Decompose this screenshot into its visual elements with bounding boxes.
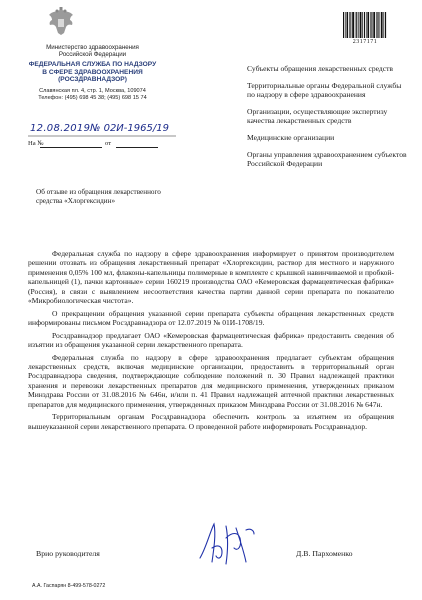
recipient: Организации, осуществляющие экспертизу качества лекарственных средств <box>247 106 388 126</box>
agency-address: Славянская пл. 4, стр. 1, Москва, 109074 Телефон: (495) 698 45 38; (495) 698 15 74 <box>38 88 147 101</box>
signatory-name: Д.В. Пархоменко <box>296 549 353 558</box>
letter-subject: Об отзыве из обращения лекарственного средства «Хлоргексидин» <box>36 188 161 205</box>
recipients-block <box>247 64 407 176</box>
body-paragraph: Территориальным органам Росздравнадзора обеспечить контроль за изъятием из обращения вышеуказанной серии лекарственного препарата. О проведенной работе информировать Росздравнадзор. <box>28 412 394 431</box>
body-paragraph: Федеральная служба по надзору в сфере здравоохранения предлагает субъектам обращения лекарственных средств, включая медицинские организации, предоставить в территориальный орган Росздравнадзора сведения, подтверждающие соблюдение положений п. 30 Правил надлежащей практики хранения и перевозки лекарственных препаратов для медицинского применения, утвержденных приказом Минздрава России от 31.08.2016 № 646н, и/или п. 41 Правил надлежащей аптечной практики лекарственных препаратов для медицинского применения, утвержденных приказом Минздрава России от 31.08.2016 № 647н. <box>28 352 394 409</box>
recipient: Медицинские организации <box>247 132 335 142</box>
barcode <box>343 12 387 38</box>
reference-number-line <box>40 147 102 148</box>
registration-number: № 02И-1965/19 <box>90 123 169 134</box>
reference-date-line <box>116 147 158 148</box>
handwritten-signature-icon <box>192 518 262 568</box>
body-paragraph: О прекращении обращения указанной серии препарата субъекты обращения лекарственных средств информированы письмом Росздравнадзора от 12.07.2019 № 01И-1708/19. <box>28 308 394 328</box>
body-paragraph: Федеральная служба по надзору в сфере здравоохранения информирует о принятом производителем решении отозвать из обращения лекарственный препарат «Хлоргексидин, раствор для местного и наружного применения 0,05% 100 мл, флаконы-капельницы полимерные в комплекте с крышкой навинчиваемой и пробкой-капельницей (1), пачки картонные» серии 160219 производства ОАО «Кемеровская фармацевтическая фабрика» (Россия), в связи с выявлением несоответствия качества партии данной серии препарата по показателю «Микробиологическая чистота». <box>28 249 394 306</box>
registration-date: 12.08.2019 <box>30 123 91 134</box>
barcode-number: 2317171 <box>352 39 378 45</box>
executor-contact: А.А. Гаспарян 8-499-578-0272 <box>32 583 106 589</box>
recipient: Территориальные органы Федеральной службы по надзору в сфере здравоохранения <box>247 80 402 100</box>
reference-date-label: от <box>105 140 112 147</box>
letter-body <box>28 249 394 434</box>
signatory-title: Врио руководителя <box>36 549 100 558</box>
body-paragraph: Росздравнадзор предлагает ОАО «Кемеровская фармацевтическая фабрика» предоставить сведения об изъятии из обращения указанной серии лекарственного препарата. <box>28 330 394 350</box>
recipient: Органы управления здравоохранением субъектов Российской Федерации <box>247 149 407 169</box>
recipient: Субъекты обращения лекарственных средств <box>247 64 394 73</box>
russian-coat-of-arms-icon <box>46 6 76 38</box>
agency-name: ФЕДЕРАЛЬНАЯ СЛУЖБА ПО НАДЗОРУ В СФЕРЕ ЗДРАВООХРАНЕНИЯ (РОСЗДРАВНАДЗОР) <box>28 61 157 84</box>
ministry-name: Министерство здравоохранения Российской Федерации <box>46 44 139 59</box>
reference-number-label: На № <box>28 140 44 147</box>
